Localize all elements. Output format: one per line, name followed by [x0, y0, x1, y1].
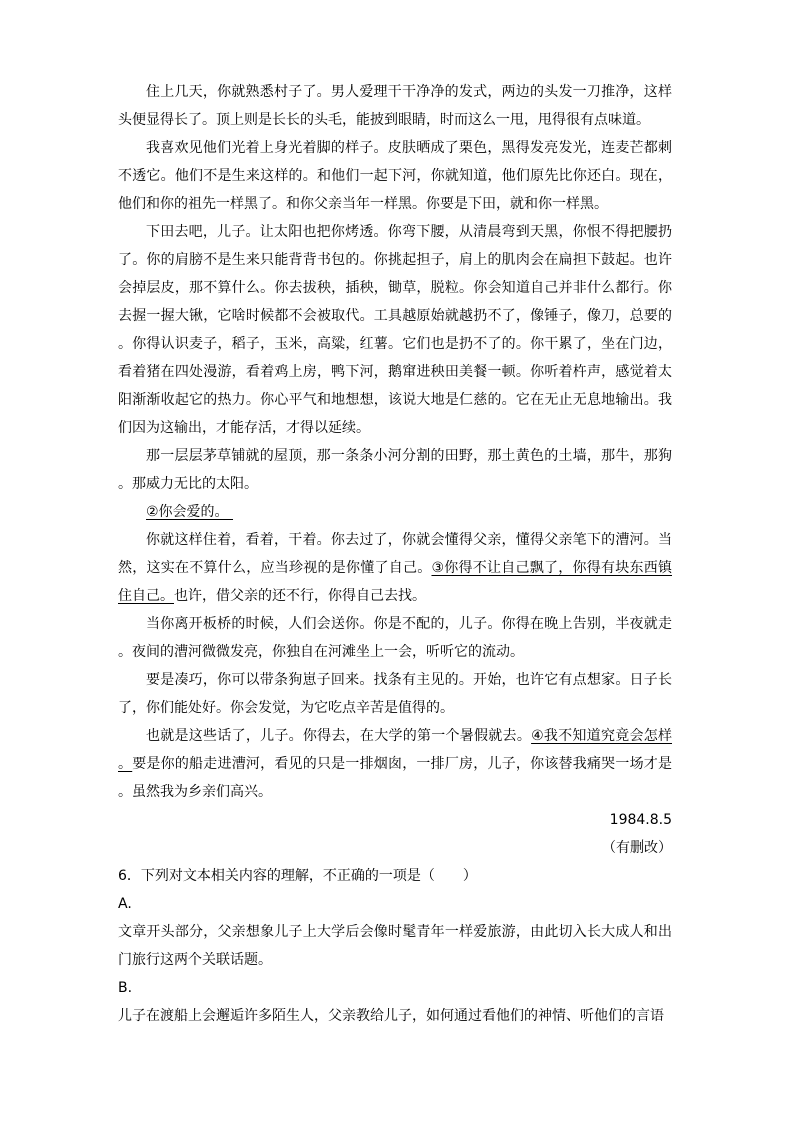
body-paragraph-5-underlined — [118, 498, 672, 526]
underlined-text-segment: ②你会爱的。 — [146, 504, 234, 520]
date-line — [118, 806, 672, 834]
text-segment: 下田去吧，儿子。让太阳也把你烤透。你弯下腰，从清晨弯到天黑，你恨不得把腰扔了。你的肩膀不是生来只能背背书包的。你挑起担子，肩上的肌肉会在扁担下鼓起。也许会掉层皮，那不算什么。你去拔秧，插秧，锄草，脱粒。你会知道自己并非什么都行。你去握一握大锹，它啥时候都不会被取代。工具越原始就越扔不了，像锤子，像刀，总要的。你得认识麦子，稻子，玉米，高粱，红薯。它们也是扔不了的。你干累了，坐在门边，看着猪在四处漫游，看着鸡上房，鸭下河，鹅窜进秧田美餐一顿。你听着杵声，感觉着太阳渐渐收起它的热力。你心平气和地想想，该说大地是仁慈的。它在无止无息地输出。我们因为这输出，才能存活，才得以延续。 — [118, 224, 672, 436]
body-paragraph-1 — [118, 78, 672, 134]
body-paragraph-4 — [118, 442, 672, 498]
text-segment: B. — [118, 980, 133, 996]
option-a-text — [118, 918, 672, 974]
text-segment: （有删改） — [602, 840, 672, 856]
text-segment: 要是凑巧，你可以带条狗崽子回来。找条有主见的。开始，也许它有点想家。日子长了，你们能处好。你会发觉，为它吃点辛苦是值得的。 — [118, 672, 672, 716]
text-segment: 要是你的船走进漕河，看见的只是一排烟囱，一排厂房，儿子，你该替我痛哭一场才是。虽然我为乡亲们高兴。 — [118, 756, 673, 800]
text-segment: 你就这样住着，看着，干着。你去过了，你就会懂得父亲，懂得父亲笔下的漕河。当然，这实在不算什么，应当珍视的是你懂了自己。 — [118, 532, 672, 576]
text-segment: 6．下列对文本相关内容的理解，不正确的一项是（ ） — [118, 868, 477, 884]
text-segment: 当你离开板桥的时候，人们会送你。你是不配的，儿子。你得在晚上告别，半夜就走。夜间的漕河微微发亮，你独自在河滩坐上一会，听听它的流动。 — [118, 616, 672, 660]
body-paragraph-2 — [118, 134, 672, 218]
text-segment: 也就是这些话了，儿子。你得去，在大学的第一个暑假就去。 — [146, 728, 532, 744]
body-paragraph-8 — [118, 666, 672, 722]
body-paragraph-7 — [118, 610, 672, 666]
option-a-label — [118, 890, 672, 918]
body-paragraph-3 — [118, 218, 672, 442]
text-segment: 1984.8.5 — [609, 812, 672, 828]
text-segment: 文章开头部分，父亲想象儿子上大学后会像时髦青年一样爱旅游，由此切入长大成人和出门旅行这两个关联话题。 — [118, 924, 672, 968]
question-6-stem — [118, 862, 672, 890]
text-segment: 也许，借父亲的还不行，你得自己去找。 — [174, 588, 426, 604]
text-segment: 住上几天，你就熟悉村子了。男人爱理干干净净的发式，两边的头发一刀推净，这样头便显得长了。顶上则是长长的头毛，能披到眼睛，时而这么一甩，甩得很有点味道。 — [118, 84, 672, 128]
revision-note — [118, 834, 672, 862]
document-body — [118, 78, 672, 1030]
option-b-text — [118, 1002, 672, 1030]
underlined-text-segment: ④我不知道究竟会怎样。 — [118, 728, 672, 772]
option-b-label — [118, 974, 672, 1002]
text-segment: 我喜欢见他们光着上身光着脚的样子。皮肤晒成了栗色，黑得发亮发光，连麦芒都刺不透它。他们不是生来这样的。和他们一起下河，你就知道，他们原先比你还白。现在，他们和你的祖先一样黑了。和你父亲当年一样黑。你要是下田，就和你一样黑。 — [118, 140, 672, 212]
text-segment: 儿子在渡船上会邂逅许多陌生人，父亲教给儿子，如何通过看他们的神情、听他们的言语 — [118, 1008, 664, 1024]
text-segment: 那一层层茅草铺就的屋顶，那一条条小河分割的田野，那土黄色的土墙，那牛，那狗。那威力无比的太阳。 — [118, 448, 672, 492]
body-paragraph-9 — [118, 722, 672, 806]
text-segment: A. — [118, 896, 132, 912]
body-paragraph-6 — [118, 526, 672, 610]
underlined-text-segment: ③你得不让自己飘了，你得有块东西镇住自己。 — [118, 560, 672, 604]
